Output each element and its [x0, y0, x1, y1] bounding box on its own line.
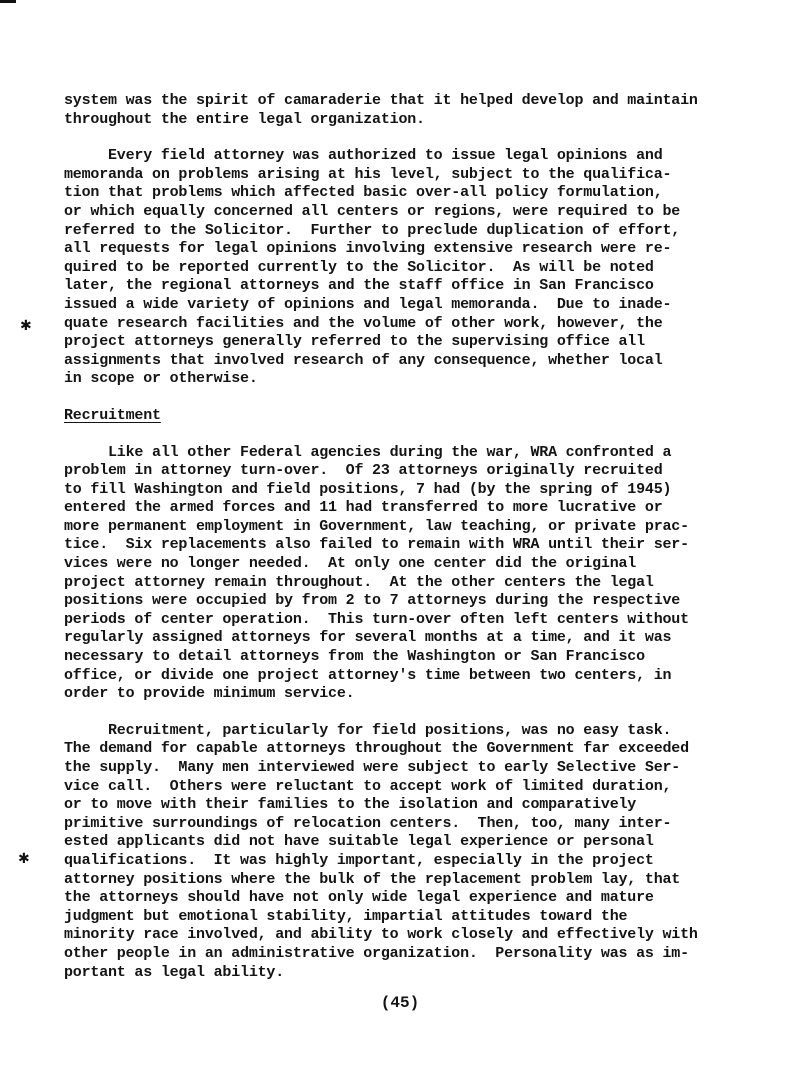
- margin-mark-upper: ✱: [20, 318, 32, 334]
- text-line: judgment but emotional stability, impartial attitudes toward the: [64, 907, 628, 925]
- text-line: minority race involved, and ability to work closely and effectively with: [64, 926, 698, 944]
- text-line: the attorneys should have not only wide legal experience and mature: [64, 889, 654, 907]
- authority-paragraph: [64, 147, 744, 389]
- text-line: more permanent employment in Government, law teaching, or private prac-: [64, 517, 689, 535]
- text-line: order to provide minimum service.: [64, 685, 355, 703]
- text-line: assignments that involved research of any consequence, whether local: [64, 351, 663, 369]
- text-line: memoranda on problems arising at his level, subject to the qualifica-: [64, 165, 672, 183]
- text-line: quate research facilities and the volume of other work, however, the: [64, 314, 663, 332]
- text-line: all requests for legal opinions involving extensive research were re-: [64, 240, 672, 258]
- text-line: necessary to detail attorneys from the Washington or San Francisco: [64, 648, 645, 666]
- text-line: throughout the entire legal organization.: [64, 110, 425, 128]
- text-line: portant as legal ability.: [64, 963, 285, 981]
- text-line: problem in attorney turn-over. Of 23 attorneys originally recruited: [64, 462, 663, 480]
- text-line: positions were occupied by from 2 to 7 attorneys during the respective: [64, 592, 681, 610]
- text-line: to fill Washington and field positions, 7 had (by the spring of 1945): [64, 480, 672, 498]
- text-line: referred to the Solicitor. Further to preclude duplication of effort,: [64, 221, 681, 239]
- turnover-paragraph: [64, 444, 744, 704]
- text-line: office, or divide one project attorney's time between two centers, in: [64, 666, 672, 684]
- text-line: in scope or otherwise.: [64, 370, 258, 388]
- text-line: periods of center operation. This turn-over often left centers without: [64, 610, 689, 628]
- text-line: regularly assigned attorneys for several months at a time, and it was: [64, 629, 672, 647]
- text-line: tion that problems which affected basic over-all policy formulation,: [64, 184, 663, 202]
- text-line: quired to be reported currently to the Solicitor. As will be noted: [64, 258, 654, 276]
- text-line: issued a wide variety of opinions and legal memoranda. Due to inade-: [64, 295, 672, 313]
- recruitment-paragraph: [64, 722, 744, 982]
- text-line: system was the spirit of camaraderie that it helped develop and maintain: [64, 92, 698, 109]
- text-line: or to move with their families to the isolation and comparatively: [64, 796, 637, 814]
- page-number: (45): [380, 994, 420, 1012]
- intro-paragraph: [64, 92, 744, 129]
- text-line: ested applicants did not have suitable legal experience or personal: [64, 833, 654, 851]
- text-line: the supply. Many men interviewed were subject to early Selective Ser-: [64, 759, 681, 776]
- scan-edge-mark: [0, 0, 16, 3]
- text-line: project attorneys generally referred to the supervising office all: [64, 333, 645, 351]
- text-line: entered the armed forces and 11 had transferred to more lucrative or: [64, 499, 663, 517]
- section-heading-recruitment: Recruitment: [64, 406, 161, 424]
- text-line: Recruitment, particularly for field positions, was no easy task.: [64, 721, 672, 739]
- text-line: later, the regional attorneys and the staff office in San Francisco: [64, 277, 654, 295]
- text-line: attorney positions where the bulk of the replacement problem lay, that: [64, 870, 681, 888]
- text-line: tice. Six replacements also failed to remain with WRA until their ser-: [64, 536, 689, 554]
- text-line: vices were no longer needed. At only one center did the original: [64, 555, 637, 573]
- document-body: [64, 92, 744, 982]
- text-line: The demand for capable attorneys throughout the Government far exceeded: [64, 740, 689, 758]
- text-line: Like all other Federal agencies during the war, WRA confronted a: [64, 443, 672, 461]
- text-line: vice call. Others were reluctant to accept work of limited duration,: [64, 777, 672, 795]
- text-line: qualifications. It was highly important, especially in the project: [64, 851, 654, 869]
- text-line: project attorney remain throughout. At the other centers the legal: [64, 573, 654, 591]
- margin-mark-lower: ✱: [18, 851, 30, 867]
- text-line: Every field attorney was authorized to issue legal opinions and: [64, 147, 663, 165]
- text-line: other people in an administrative organization. Personality was as im-: [64, 944, 689, 962]
- text-line: primitive surroundings of relocation centers. Then, too, many inter-: [64, 814, 672, 832]
- text-line: or which equally concerned all centers or regions, were required to be: [64, 202, 681, 220]
